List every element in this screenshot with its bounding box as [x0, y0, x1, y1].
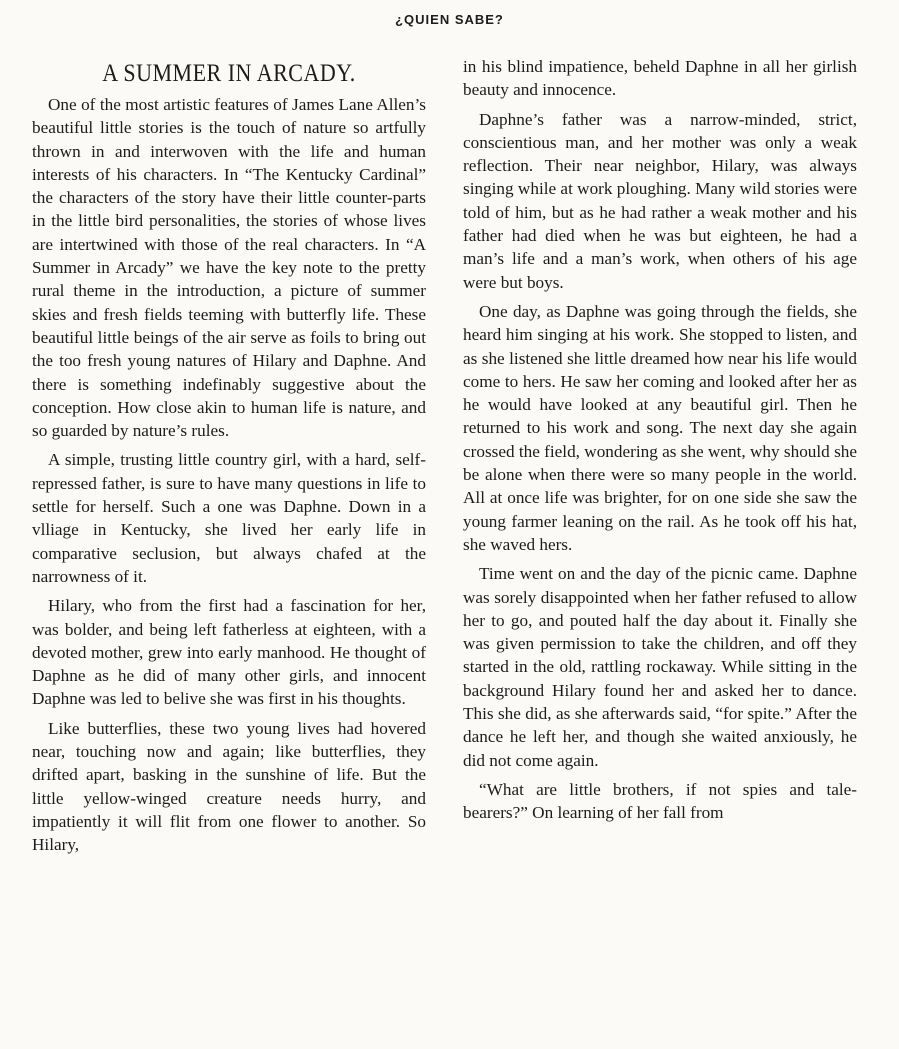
paragraph-continued: in his blind impatience, beheld Daphne in all her girlish beauty and innocence.: [463, 57, 857, 100]
paragraph: “What are little brothers, if not spies and tale-bearers?” On learning of her fall from: [463, 779, 857, 823]
article-title: A SUMMER IN ARCADY.: [102, 58, 356, 87]
paragraph: One day, as Daphne was going through the fields, she heard him singing at his work. She stopped to listen, and as she listened she little dreamed how near his life would come to hers. He saw her coming and looked after her as he would have looked at any beautiful girl. Then he returned to his work and song. The next day she again crossed the field, wondering as she went, why should she be alone when there were so many people in the world. All at once life was brighter, for on one side she saw the young farmer leaning on the rail. As he took off his hat, she waved hers.: [463, 301, 857, 554]
paragraph: Like butterflies, these two young lives had hovered near, touching now and again; like butterflies, they drifted apart, basking in the sunshine of life. But the little yellow-winged creature needs hurry, and impatiently it will flit from one flower to another. So Hilary,: [32, 718, 426, 855]
left-column: [32, 55, 426, 863]
paragraph: One of the most artistic features of James Lane Allen’s beautiful little stories is the touch of nature so artfully thrown in and interwoven with the life and human interests of his characters. In “The Kentucky Cardinal” the characters of the story have their little counter-parts in the little bird personalities, the stories of whose lives are intertwined with those of the real characters. In “A Summer in Arcady” we have the key note to the pretty rural theme in the introduction, a picture of summer skies and fresh fields teeming with butterfly life. These beautiful little beings of the air serve as foils to bring out the too fresh young natures of Hilary and Daphne. And there is something indefinably suggestive about the conception. How close akin to human life is nature, and so guarded by nature’s rules.: [32, 95, 426, 441]
paragraph: A simple, trusting little country girl, with a hard, self-repressed father, is sure to have many questions in life to settle for herself. Such a one was Daphne. Down in a vlliage in Kentucky, she lived her early life in comparative seclusion, but always chafed at the narrowness of it.: [32, 450, 426, 586]
paragraph: Hilary, who from the first had a fascination for her, was bolder, and being left fatherless at eighteen, with a devoted mother, grew into early manhood. He thought of Daphne as he did of many other girls, and innocent Daphne was led to belive she was first in his thoughts.: [32, 596, 426, 709]
paragraph: Time went on and the day of the picnic came. Daphne was sorely disappointed when her father refused to allow her to go, and pouted half the day about it. Finally she was given permission to take the children, and off they started in the old, rattling rockaway. While sitting in the background Hilary found her and asked her to dance. This she did, as she afterwards said, “for spite.” After the dance he left her, and though she waited anxiously, he did not come again.: [463, 564, 857, 770]
running-head: ¿QUIEN SABE?: [395, 12, 504, 27]
paragraph: Daphne’s father was a narrow-minded, strict, conscientious man, and her mother was only a weak reflection. Their near neighbor, Hilary, was always singing while at work ploughing. Many wild stories were told of him, but as he had rather a weak mother and his father had died when he was but eighteen, he had a man’s life and a man’s work, when others of his age were but boys.: [463, 109, 857, 292]
right-column: [463, 55, 857, 831]
